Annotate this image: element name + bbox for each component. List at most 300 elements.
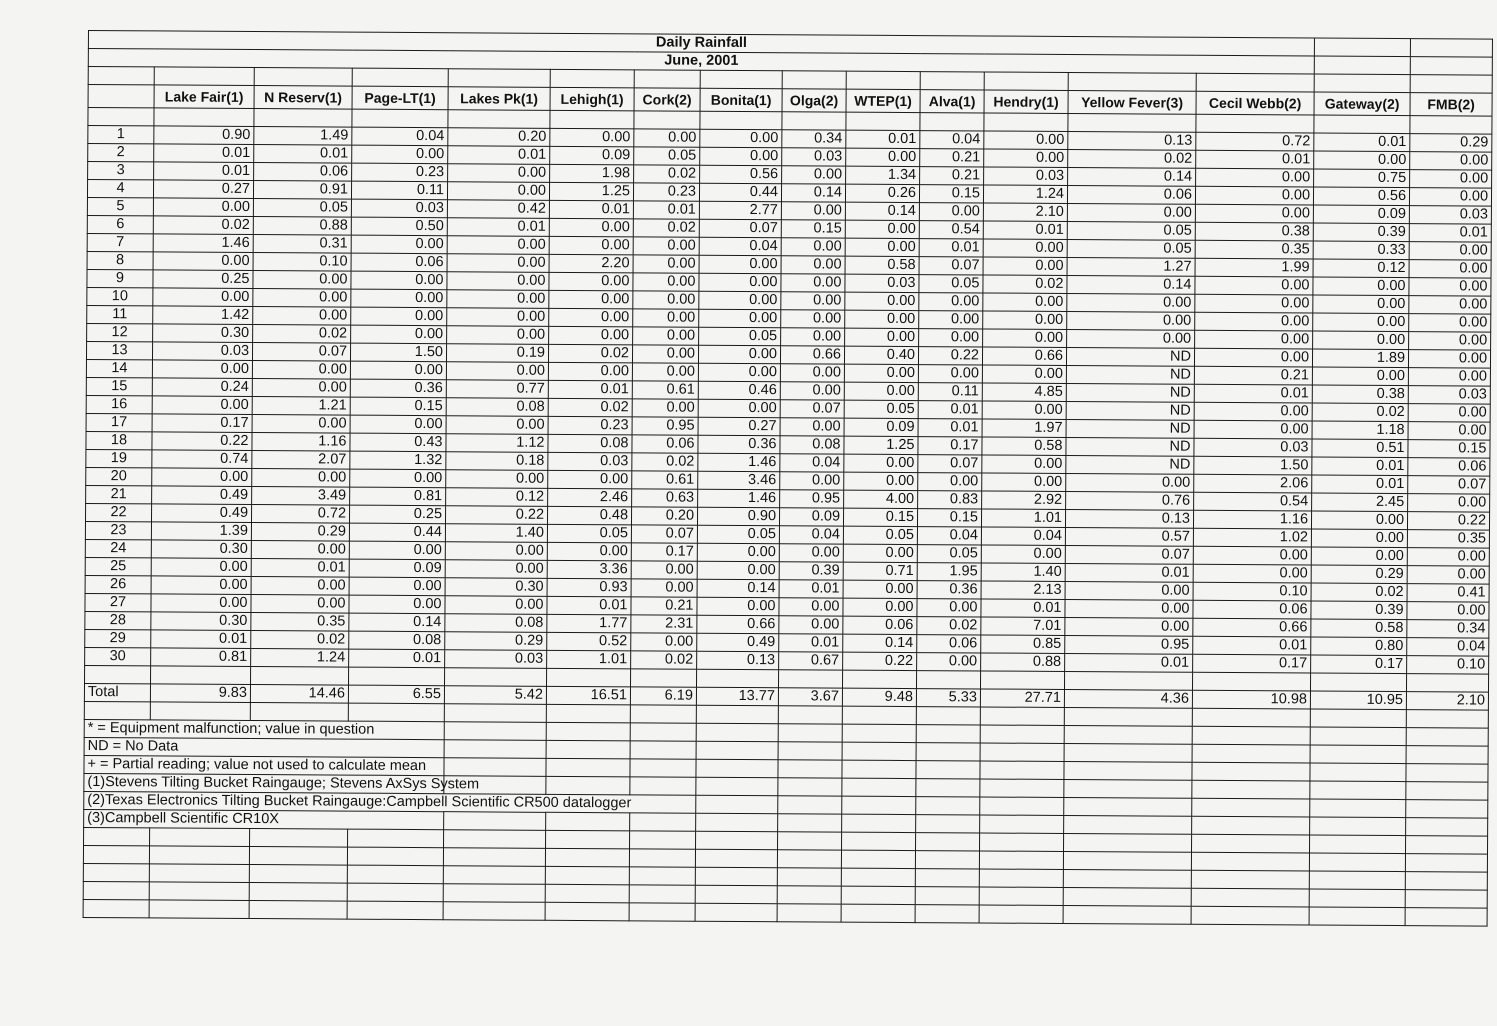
rainfall-cell: 0.56	[1314, 187, 1410, 206]
rainfall-cell: 0.00	[1195, 312, 1313, 331]
day-label: 7	[87, 233, 153, 251]
rainfall-cell: 0.01	[154, 144, 254, 163]
rainfall-cell: 0.00	[253, 289, 351, 308]
rainfall-cell: ND	[1066, 455, 1194, 474]
rainfall-cell: 0.14	[843, 634, 917, 652]
rainfall-cell: 0.02	[548, 344, 632, 363]
rainfall-cell: 0.33	[1313, 241, 1409, 260]
rainfall-cell: 0.00	[447, 290, 549, 309]
day-label: 5	[87, 197, 153, 215]
table-title: Daily Rainfall	[88, 31, 1314, 56]
column-header: Lehigh(1)	[550, 87, 634, 111]
rainfall-cell: 3.49	[252, 487, 350, 506]
rainfall-cell: 0.15	[350, 397, 446, 416]
rainfall-cell: 0.66	[697, 615, 779, 634]
rainfall-cell: 0.54	[1194, 492, 1312, 511]
rainfall-cell: 0.05	[1067, 239, 1195, 258]
day-label: 26	[85, 575, 151, 593]
day-label: 9	[87, 269, 153, 287]
rainfall-cell: 0.49	[151, 504, 251, 523]
total-cell: 6.19	[630, 687, 696, 705]
rainfall-cell: 0.00	[843, 580, 917, 598]
rainfall-cell: 0.00	[252, 379, 350, 398]
day-label: 16	[86, 395, 152, 413]
rainfall-cell: 0.38	[1195, 222, 1313, 241]
total-cell: 3.67	[778, 688, 842, 706]
rainfall-cell: 0.66	[1193, 618, 1311, 637]
day-label: 8	[87, 251, 153, 269]
table-subtitle: June, 2001	[88, 49, 1314, 74]
column-header: Bonita(1)	[700, 88, 782, 112]
rainfall-cell: 1.46	[153, 234, 253, 253]
total-cell: 5.42	[444, 686, 546, 705]
rainfall-cell: 0.00	[632, 399, 698, 417]
rainfall-cell: 0.00	[984, 131, 1068, 150]
rainfall-cell: 0.03	[1408, 386, 1490, 405]
day-label: 10	[87, 287, 153, 305]
rainfall-cell: 0.00	[152, 468, 252, 487]
rainfall-cell: 0.00	[1067, 293, 1195, 312]
rainfall-cell: 0.30	[151, 612, 251, 631]
rainfall-cell: 0.01	[349, 649, 445, 668]
rainfall-cell: 0.14	[697, 579, 779, 598]
rainfall-cell: 0.03	[445, 650, 547, 669]
rainfall-cell: 0.57	[1065, 527, 1193, 546]
rainfall-cell: 0.02	[632, 453, 698, 471]
rainfall-cell: 0.00	[781, 328, 845, 346]
rainfall-cell: 0.01	[1065, 653, 1193, 672]
rainfall-cell: 0.03	[1409, 206, 1491, 225]
rainfall-cell: 0.01	[151, 630, 251, 649]
rainfall-cell: 0.01	[547, 596, 631, 615]
rainfall-cell: 0.77	[446, 380, 548, 399]
rainfall-cell: 0.00	[633, 327, 699, 345]
rainfall-cell: 1.46	[698, 489, 780, 508]
rainfall-cell: 0.22	[152, 432, 252, 451]
rainfall-cell: 0.00	[781, 292, 845, 310]
rainfall-cell: 0.00	[1195, 204, 1313, 223]
rainfall-cell: 0.54	[919, 221, 983, 239]
rainfall-cell: 0.01	[779, 580, 843, 598]
rainfall-cell: 0.00	[699, 291, 781, 310]
rainfall-cell: 0.00	[700, 129, 782, 148]
total-cell: 4.36	[1064, 689, 1192, 708]
rainfall-cell: 0.21	[1194, 366, 1312, 385]
rainfall-cell: 0.01	[254, 145, 352, 164]
rainfall-cell: 0.00	[633, 237, 699, 255]
rainfall-cell: 0.27	[698, 417, 780, 436]
rainfall-cell: 0.00	[1313, 277, 1409, 296]
total-cell: 9.48	[842, 688, 916, 706]
column-header: Cork(2)	[634, 88, 700, 111]
rainfall-cell: 0.01	[1194, 384, 1312, 403]
rainfall-cell: 0.00	[1410, 170, 1492, 189]
rainfall-cell: 0.01	[251, 559, 349, 578]
legend-note: ND = No Data	[84, 737, 444, 757]
rainfall-cell: 0.25	[349, 505, 445, 524]
rainfall-cell: 2.20	[549, 254, 633, 273]
rainfall-cell: 0.01	[448, 146, 550, 165]
rainfall-cell: 0.00	[349, 595, 445, 614]
rainfall-cell: 0.00	[919, 203, 983, 221]
rainfall-cell: 0.48	[547, 506, 631, 525]
rainfall-cell: 0.66	[982, 347, 1066, 366]
rainfall-cell: 0.02	[1312, 403, 1408, 422]
rainfall-cell: 0.02	[153, 216, 253, 235]
day-label: 3	[88, 162, 154, 180]
rainfall-cell: 0.00	[1194, 402, 1312, 421]
rainfall-cell: 0.85	[981, 635, 1065, 654]
rainfall-cell: 0.00	[781, 256, 845, 274]
rainfall-cell: 0.01	[1065, 563, 1193, 582]
rainfall-cell: 0.14	[349, 613, 445, 632]
rainfall-cell: 0.03	[351, 199, 447, 218]
rainfall-cell: 0.03	[152, 342, 252, 361]
rainfall-cell: 0.95	[1065, 635, 1193, 654]
rainfall-cell: 0.00	[981, 545, 1065, 564]
rainfall-cell: 0.00	[1313, 313, 1409, 332]
rainfall-cell: 0.14	[781, 184, 845, 202]
rainfall-cell: 0.00	[352, 145, 448, 164]
rainfall-cell: 0.00	[152, 396, 252, 415]
rainfall-cell: 0.00	[253, 271, 351, 290]
rainfall-cell: 0.02	[1311, 583, 1407, 602]
rainfall-cell: 0.00	[844, 454, 918, 472]
rainfall-cell: 2.31	[631, 615, 697, 633]
rainfall-cell: 0.21	[631, 597, 697, 615]
rainfall-cell: 0.05	[253, 199, 351, 218]
rainfall-cell: 0.81	[350, 487, 446, 506]
legend-note: (3)Campbell Scientific CR10X	[84, 809, 444, 829]
rainfall-cell: 0.44	[699, 183, 781, 202]
rainfall-cell: 0.35	[1195, 240, 1313, 259]
rainfall-cell: 0.76	[1066, 491, 1194, 510]
rainfall-cell: 1.98	[550, 164, 634, 183]
rainfall-cell: 3.46	[698, 471, 780, 490]
rainfall-cell: 0.09	[779, 508, 843, 526]
total-cell: 6.55	[348, 685, 444, 704]
rainfall-cell: 0.42	[447, 200, 549, 219]
rainfall-cell: 0.00	[781, 238, 845, 256]
rainfall-cell: 0.67	[779, 652, 843, 670]
rainfall-cell: 0.08	[780, 436, 844, 454]
rainfall-cell: 0.61	[632, 381, 698, 399]
rainfall-cell: 0.29	[251, 523, 349, 542]
rainfall-cell: 0.00	[447, 254, 549, 273]
rainfall-cell: 0.00	[699, 255, 781, 274]
rainfall-cell: 0.00	[549, 308, 633, 327]
rainfall-cell: 0.74	[152, 450, 252, 469]
rainfall-cell: 0.00	[1195, 276, 1313, 295]
rainfall-cell: 0.00	[1067, 203, 1195, 222]
rainfall-cell: 0.00	[1410, 188, 1492, 207]
rainfall-cell: 0.00	[1407, 566, 1489, 585]
rainfall-cell: 0.23	[352, 163, 448, 182]
rainfall-cell: 0.05	[634, 147, 700, 165]
rainfall-cell: 0.00	[1193, 564, 1311, 583]
rainfall-cell: 0.03	[1194, 438, 1312, 457]
day-label: 12	[87, 323, 153, 341]
total-cell: 14.46	[250, 685, 348, 704]
rainfall-cell: 1.77	[547, 614, 631, 633]
rainfall-cell: 1.49	[254, 127, 352, 146]
rainfall-cell: 0.00	[351, 307, 447, 326]
rainfall-cell: 0.10	[1407, 656, 1489, 675]
rainfall-cell: 0.00	[351, 289, 447, 308]
rainfall-cell: 0.13	[697, 651, 779, 670]
rainfall-cell: 0.04	[981, 527, 1065, 546]
rainfall-cell: 0.04	[917, 527, 981, 545]
rainfall-cell: 0.01	[1312, 457, 1408, 476]
column-header: Page-LT(1)	[352, 86, 448, 110]
rainfall-cell: 0.07	[1408, 476, 1490, 495]
rainfall-cell: 0.36	[350, 379, 446, 398]
rainfall-cell: 0.00	[843, 598, 917, 616]
day-label: 29	[85, 629, 151, 647]
rainfall-cell: 0.00	[1066, 473, 1194, 492]
rainfall-cell: 0.00	[698, 399, 780, 418]
rainfall-cell: 0.00	[1311, 529, 1407, 548]
day-label: 22	[85, 503, 151, 521]
rainfall-cell: 0.03	[984, 167, 1068, 186]
day-label: 30	[85, 647, 151, 665]
rainfall-cell: 0.00	[844, 472, 918, 490]
rainfall-cell: 0.00	[982, 455, 1066, 474]
rainfall-cell: 0.12	[1313, 259, 1409, 278]
rainfall-cell: 0.61	[632, 471, 698, 489]
rainfall-cell: 0.71	[843, 562, 917, 580]
rainfall-cell: 0.00	[983, 239, 1067, 258]
rainfall-cell: 0.21	[920, 149, 984, 167]
rainfall-cell: 0.00	[351, 271, 447, 290]
rainfall-cell: 0.05	[699, 327, 781, 346]
rainfall-cell: 0.07	[918, 455, 982, 473]
rainfall-cell: 0.00	[919, 329, 983, 347]
rainfall-cell: 0.06	[843, 616, 917, 634]
column-header: Lake Fair(1)	[154, 85, 254, 109]
rainfall-cell: 1.95	[917, 563, 981, 581]
day-label: 23	[85, 521, 151, 539]
rainfall-cell: 0.63	[632, 489, 698, 507]
rainfall-cell: 0.00	[1195, 330, 1313, 349]
rainfall-cell: 0.00	[983, 311, 1067, 330]
rainfall-cell: 0.01	[1193, 636, 1311, 655]
rainfall-cell: 0.39	[1313, 223, 1409, 242]
rainfall-cell: 0.00	[780, 472, 844, 490]
rainfall-cell: 0.06	[917, 635, 981, 653]
rainfall-cell: 0.04	[1407, 638, 1489, 657]
rainfall-cell: 0.75	[1314, 169, 1410, 188]
rainfall-cell: 4.85	[982, 383, 1066, 402]
rainfall-cell: 0.00	[252, 361, 350, 380]
rainfall-cell: 0.00	[1065, 617, 1193, 636]
rainfall-cell: 0.27	[153, 180, 253, 199]
rainfall-cell: 0.00	[1312, 511, 1408, 530]
rainfall-cell: 0.01	[633, 201, 699, 219]
rainfall-cell: 0.43	[350, 433, 446, 452]
rainfall-cell: 0.80	[1311, 637, 1407, 656]
rainfall-cell: 0.00	[151, 576, 251, 595]
rainfall-cell: 0.05	[697, 525, 779, 544]
rainfall-cell: 0.00	[1409, 350, 1491, 369]
rainfall-cell: 1.25	[844, 436, 918, 454]
rainfall-cell: 0.00	[844, 364, 918, 382]
rainfall-cell: 0.00	[446, 362, 548, 381]
day-label: 25	[85, 557, 151, 575]
rainfall-cell: 0.00	[781, 274, 845, 292]
rainfall-cell: 0.00	[632, 345, 698, 363]
rainfall-cell: 0.06	[632, 435, 698, 453]
rainfall-cell: 0.08	[445, 614, 547, 633]
rainfall-cell: 0.01	[918, 401, 982, 419]
rainfall-cell: 0.02	[251, 631, 349, 650]
rainfall-cell: 0.29	[445, 632, 547, 651]
rainfall-cell: 1.40	[981, 563, 1065, 582]
rainfall-cell: 0.00	[1410, 152, 1492, 171]
rainfall-cell: 0.11	[918, 383, 982, 401]
column-header: Gateway(2)	[1314, 92, 1410, 116]
rainfall-cell: 0.09	[550, 146, 634, 165]
rainfall-cell: 0.00	[846, 148, 920, 166]
day-label: 19	[86, 449, 152, 467]
rainfall-cell: 0.17	[152, 414, 252, 433]
rainfall-cell: 0.00	[447, 236, 549, 255]
rainfall-cell: 0.66	[780, 346, 844, 364]
day-label: 11	[87, 305, 153, 323]
rainfall-cell: 0.02	[631, 651, 697, 669]
rainfall-cell: 0.00	[350, 469, 446, 488]
rainfall-cell: 0.05	[844, 400, 918, 418]
day-label: 20	[86, 467, 152, 485]
rainfall-cell: 0.15	[843, 508, 917, 526]
rainfall-cell: 4.00	[844, 490, 918, 508]
rainfall-cell: 0.10	[1193, 582, 1311, 601]
rainfall-cell: 0.00	[633, 309, 699, 327]
rainfall-cell: 0.02	[917, 617, 981, 635]
rainfall-cell: 0.00	[697, 543, 779, 562]
rainfall-cell: ND	[1066, 437, 1194, 456]
rainfall-cell: 1.50	[350, 343, 446, 362]
legend-note: (1)Stevens Tilting Bucket Raingauge; Stevens AxSys System	[84, 773, 444, 793]
column-header: Yellow Fever(3)	[1068, 90, 1196, 114]
rainfall-cell: 0.00	[1194, 420, 1312, 439]
day-label: 13	[86, 341, 152, 359]
rainfall-cell: 0.02	[634, 165, 700, 183]
rainfall-cell: 0.04	[779, 526, 843, 544]
rainfall-cell: ND	[1066, 365, 1194, 384]
rainfall-cell: 0.00	[1065, 599, 1193, 618]
rainfall-cell: 0.00	[983, 293, 1067, 312]
rainfall-cell: 0.03	[845, 274, 919, 292]
rainfall-cell: 0.15	[781, 220, 845, 238]
rainfall-cell: 0.49	[697, 633, 779, 652]
rainfall-cell: 0.00	[1408, 494, 1490, 513]
rainfall-cell: 0.04	[780, 454, 844, 472]
rainfall-cell: 0.51	[1312, 439, 1408, 458]
rainfall-cell: 0.00	[1196, 168, 1314, 187]
rainfall-cell: 0.35	[251, 613, 349, 632]
rainfall-cell: 0.41	[1407, 584, 1489, 603]
rainfall-cell: 0.07	[699, 219, 781, 238]
rainfall-cell: 0.17	[631, 543, 697, 561]
rainfall-cell: 0.38	[1312, 385, 1408, 404]
rainfall-cell: 0.00	[1408, 368, 1490, 387]
rainfall-cell: 1.24	[983, 185, 1067, 204]
rainfall-cell: 0.02	[548, 398, 632, 417]
rainfall-cell: 0.00	[1409, 278, 1491, 297]
rainfall-cell: 0.01	[154, 162, 254, 181]
rainfall-cell: 0.23	[548, 416, 632, 435]
rainfall-cell: 0.00	[982, 401, 1066, 420]
rainfall-cell: 0.00	[983, 329, 1067, 348]
rainfall-cell: 0.49	[152, 486, 252, 505]
rainfall-cell: 1.89	[1313, 349, 1409, 368]
rainfall-cell: 0.00	[698, 345, 780, 364]
rainfall-cell: 0.36	[917, 581, 981, 599]
rainfall-cell: 0.00	[447, 182, 549, 201]
rainfall-cell: 1.01	[547, 650, 631, 669]
day-label: 18	[86, 431, 152, 449]
day-label: 14	[86, 359, 152, 377]
rainfall-cell: 0.00	[548, 470, 632, 489]
day-label: 17	[86, 413, 152, 431]
rainfall-cell: 0.00	[547, 542, 631, 561]
total-cell: 10.95	[1310, 691, 1406, 710]
rainfall-cell: 0.02	[1068, 149, 1196, 168]
rainfall-cell: 0.07	[252, 343, 350, 362]
rainfall-cell: 0.06	[254, 163, 352, 182]
rainfall-cell: 0.15	[917, 509, 981, 527]
rainfall-cell: 0.02	[633, 219, 699, 237]
rainfall-cell: 1.18	[1312, 421, 1408, 440]
rainfall-cell: 0.22	[918, 347, 982, 365]
rainfall-cell: 0.01	[1314, 133, 1410, 152]
rainfall-cell: 0.01	[779, 634, 843, 652]
rainfall-cell: 0.09	[349, 559, 445, 578]
rainfall-cell: 0.00	[781, 310, 845, 328]
rainfall-cell: 1.12	[446, 434, 548, 453]
rainfall-cell: 0.00	[251, 595, 349, 614]
rainfall-cell: 0.00	[845, 310, 919, 328]
rainfall-cell: 0.00	[779, 616, 843, 634]
rainfall-cell: 0.07	[631, 525, 697, 543]
rainfall-cell: 0.00	[782, 166, 846, 184]
total-cell: 2.10	[1406, 692, 1488, 711]
rainfall-cell: 0.50	[351, 217, 447, 236]
rainfall-cell: 0.06	[351, 253, 447, 272]
day-label: 2	[88, 144, 154, 162]
rainfall-cell: 0.00	[548, 362, 632, 381]
rainfall-cell: 0.00	[349, 577, 445, 596]
rainfall-cell: 0.90	[697, 507, 779, 526]
rainfall-cell: 0.39	[1311, 601, 1407, 620]
rainfall-cell: 0.83	[918, 491, 982, 509]
rainfall-cell: 0.88	[253, 217, 351, 236]
rainfall-cell: 3.36	[547, 560, 631, 579]
rainfall-cell: 0.02	[253, 325, 351, 344]
rainfall-cell: 0.00	[153, 252, 253, 271]
rainfall-cell: 1.25	[549, 182, 633, 201]
column-header: Hendry(1)	[984, 90, 1068, 114]
rainfall-cell: 0.40	[844, 346, 918, 364]
total-cell: 16.51	[546, 686, 630, 705]
rainfall-cell: 0.00	[633, 291, 699, 309]
rainfall-cell: 0.52	[547, 632, 631, 651]
rainfall-cell: 0.00	[152, 360, 252, 379]
rainfall-cell: 0.00	[151, 558, 251, 577]
rainfall-cell: 0.08	[548, 434, 632, 453]
rainfall-cell: 7.01	[981, 617, 1065, 636]
